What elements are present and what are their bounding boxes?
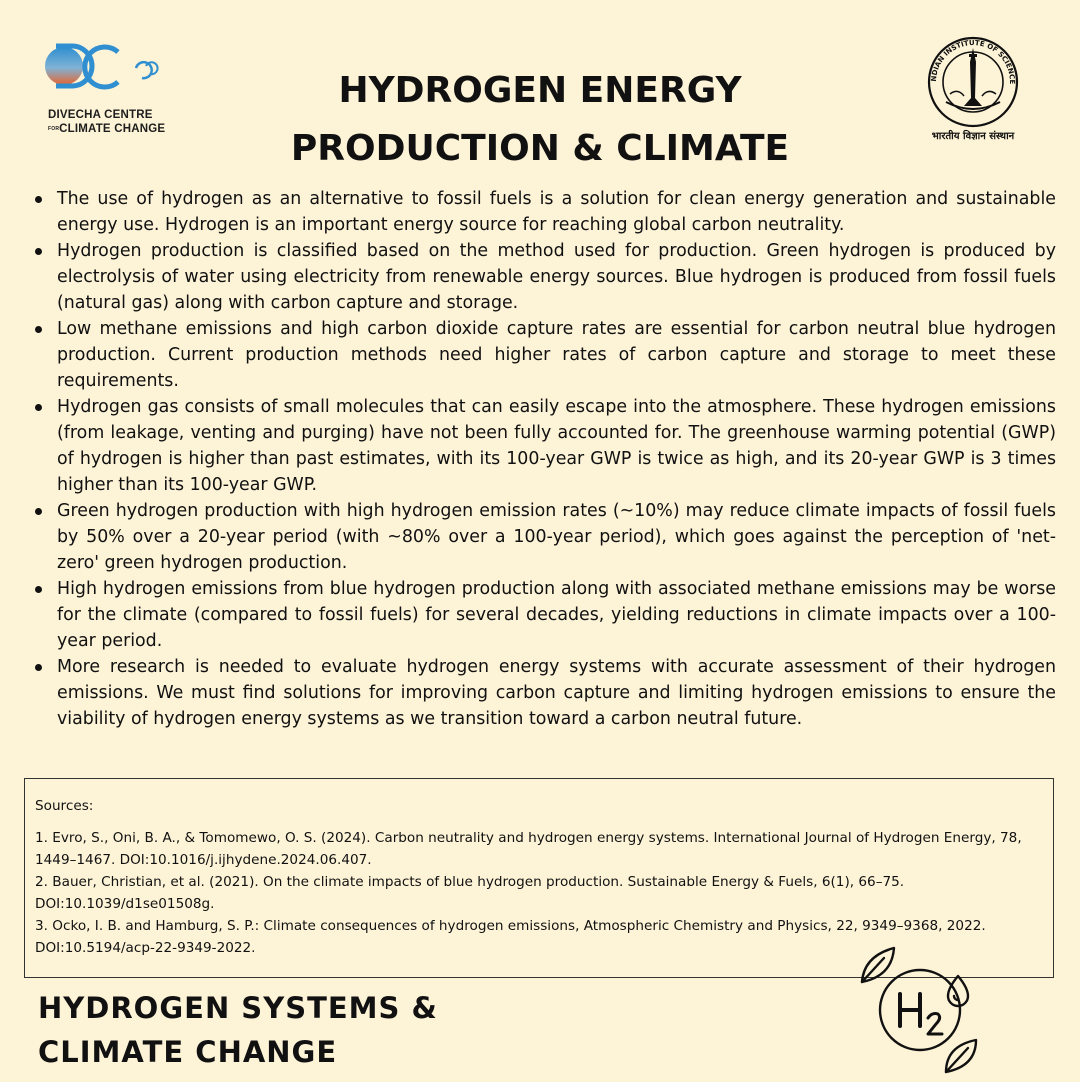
bullet-item: Low methane emissions and high carbon dioxide capture rates are essential for carbon neutral blue hydrogen production. Current production methods need higher rates of carbon capture and storage to meet these requirements. (30, 316, 1056, 394)
iisc-logo (918, 32, 1038, 152)
bullet-item: Green hydrogen production with high hydrogen emission rates (~10%) may reduce climate impacts of fossil fuels by 50% over a 20-year period (with ~80% over a 100-year period), which goes against the perception of 'net-zero' green hydrogen production. (30, 498, 1056, 576)
logo-line-2-text: CLIMATE CHANGE (59, 123, 166, 136)
bullet-item: Hydrogen gas consists of small molecules that can easily escape into the atmosphere. These hydrogen emissions (from leakage, venting and purging) have not been fully accounted for. The greenhouse warming potential (GWP) of hydrogen is higher than past estimates, with its 100-year GWP is twice as high, and its 20-year GWP is 3 times higher than its 100-year GWP. (30, 394, 1056, 498)
bullet-item: High hydrogen emissions from blue hydrogen production along with associated methane emissions may be worse for the climate (compared to fossil fuels) for several decades, yielding reductions in climate impacts over a 100-year period. (30, 576, 1056, 654)
bullet-item: Hydrogen production is classified based on the method used for production. Green hydrogen is produced by electrolysis of water using electricity from renewable energy sources. Blue hydrogen is produced from fossil fuels (natural gas) along with carbon capture and storage. (30, 238, 1056, 316)
source-item: 2. Bauer, Christian, et al. (2021). On the climate impacts of blue hydrogen production. Sustainable Energy & Fuels, 6(1), 66–75. DOI:10.1039/d1se01508g. (35, 874, 905, 912)
bullet-item: The use of hydrogen as an alternative to fossil fuels is a solution for clean energy generation and sustainable energy use. Hydrogen is an important energy source for reaching global carbon neutrality. (30, 186, 1056, 238)
footer-title (38, 986, 438, 1074)
logo-line-1: DIVECHA CENTRE (48, 109, 153, 121)
source-item: 3. Ocko, I. B. and Hamburg, S. P.: Climate consequences of hydrogen emissions, Atmospheric Chemistry and Physics, 22, 9349–9368, 2022. DOI:10.5194/acp-22-9349-2022. (35, 918, 986, 956)
page-title (240, 62, 840, 178)
bullet-item: More research is needed to evaluate hydrogen energy systems with accurate assessment of their hydrogen emissions. We must find solutions for improving carbon capture and limiting hydrogen emissions to ensure the viability of hydrogen energy systems as we transition toward a carbon neutral future. (30, 654, 1056, 732)
footer-line-2: CLIMATE CHANGE (38, 1035, 338, 1069)
divecha-centre-logo (38, 38, 178, 148)
logo-line-2 (48, 122, 165, 136)
iisc-ring-text: NDIAN INSTITUTE OF SCIENCE (929, 38, 1017, 85)
logo-for: FOR (48, 126, 60, 132)
bullet-list (30, 186, 1056, 732)
footer-line-1: HYDROGEN SYSTEMS & (38, 991, 438, 1025)
divecha-logo-mark (38, 38, 178, 108)
title-line-1: HYDROGEN ENERGY (338, 70, 742, 111)
h2-leaf-drop-icon (850, 942, 990, 1078)
iisc-hindi-name: भारतीय विज्ञान संस्थान (931, 131, 1015, 142)
iisc-emblem (918, 32, 1028, 128)
title-line-2: PRODUCTION & CLIMATE (290, 128, 790, 169)
source-item: 1. Evro, S., Oni, B. A., & Tomomewo, O. S. (2024). Carbon neutrality and hydrogen energy systems. International Journal of Hydrogen Energy, 78, 1449–1467. DOI:10.1016/j.ijhydene.2024.06.407. (35, 830, 1022, 868)
divecha-logo-text (48, 108, 165, 136)
sources-heading: Sources: (35, 798, 94, 814)
hydrogen-h2-icon (850, 942, 990, 1078)
